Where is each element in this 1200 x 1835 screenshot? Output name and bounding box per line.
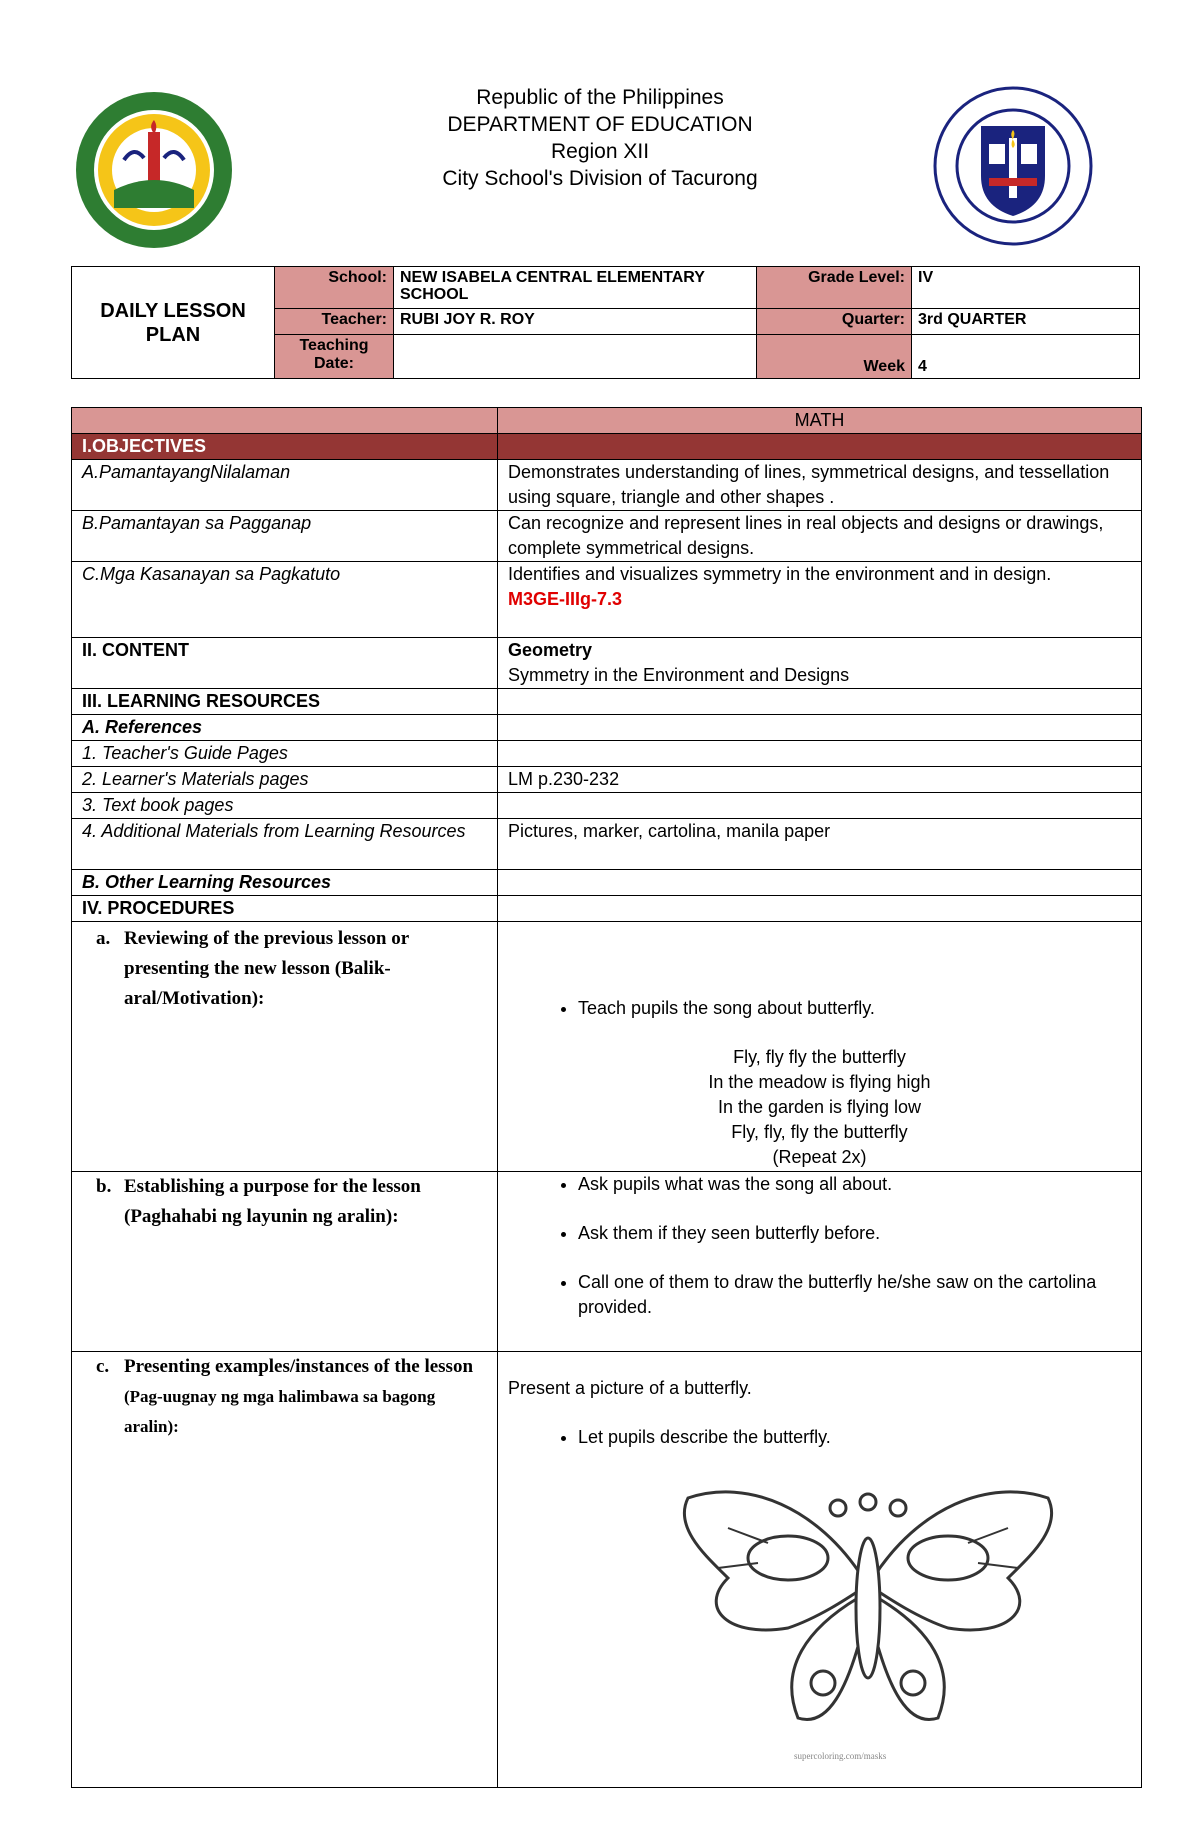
subject-header: MATH [498,408,1142,434]
song-line: (Repeat 2x) [772,1147,867,1167]
competency-code: M3GE-IIIg-7.3 [508,589,623,609]
proc-a-label: Reviewing of the previous lesson or presenting the new lesson (Balik-aral/Motivation): [124,928,409,1009]
proc-b-letter: b. [96,1176,112,1197]
proc-c-label-tagalog: (Pag-uugnay ng mga halimbawa sa bagong aralin): [124,1387,436,1436]
objectives-heading-blank [498,434,1142,460]
daily-lesson-plan-title: DAILY LESSON PLAN [72,267,275,379]
obj-b-value: Can recognize and represent lines in real objects and designs or drawings, complete symmetrical designs. [498,511,1142,562]
header-division: City School's Division of Tacurong [442,167,758,190]
proc-a-content [498,922,1142,1172]
week-value: 4 [912,335,1140,379]
proc-c-text: Present a picture of a butterfly. [508,1378,752,1398]
obj-c-cell [498,562,1142,638]
ref3-value [498,793,1142,819]
song-line: Fly, fly, fly the butterfly [731,1122,908,1142]
obj-a-label: A.PamantayangNilalaman [72,460,498,511]
quarter-label: Quarter: [757,309,912,335]
ref3-label: 3. Text book pages [72,793,498,819]
obj-c-label: C.Mga Kasanayan sa Pagkatuto [72,562,498,638]
teacher-value: RUBI JOY R. ROY [394,309,757,335]
school-label: School: [275,267,394,309]
school-value: NEW ISABELA CENTRAL ELEMENTARY SCHOOL [394,267,757,309]
proc-a-bullet: • Teach pupils the song about butterfly. [578,996,1131,1021]
subject-header-blank [72,408,498,434]
references-blank [498,715,1142,741]
teacher-label: Teacher: [275,309,394,335]
lesson-info-table [71,266,1140,379]
proc-c-letter: c. [96,1356,110,1377]
proc-a-label-cell [72,922,498,1172]
ref2-value: LM p.230-232 [498,767,1142,793]
ref2-label: 2. Learner's Materials pages [72,767,498,793]
grade-level-value: IV [912,267,1140,309]
header-region: Region XII [550,140,650,163]
ref1-value [498,741,1142,767]
obj-c-value: Identifies and visualizes symmetry in the environment and in design. [508,564,1052,584]
objectives-heading: I.OBJECTIVES [72,434,498,460]
proc-b-content [498,1172,1142,1352]
song-line: In the garden is flying low [717,1097,922,1117]
other-resources-blank [498,870,1142,896]
header-department: DEPARTMENT OF EDUCATION [447,113,753,136]
proc-c-bullet: • Let pupils describe the butterfly. [578,1425,1131,1450]
procedures-label: IV. PROCEDURES [72,896,498,922]
proc-c-label: Presenting examples/instances of the lesson [124,1356,474,1377]
header-republic: Republic of the Philippines [476,86,724,109]
ref4-value: Pictures, marker, cartolina, manila paper [498,819,1142,870]
proc-b-label-cell [72,1172,498,1352]
proc-b-label: Establishing a purpose for the lesson (Paghahabi ng layunin ng aralin): [124,1176,421,1227]
content-label: II. CONTENT [72,638,498,689]
week-label: Week [757,335,912,379]
lesson-plan-table [71,407,1142,1788]
teaching-date-label: Teaching Date: [275,335,394,379]
teaching-date-value [394,335,757,379]
grade-level-label: Grade Level: [757,267,912,309]
content-value: Symmetry in the Environment and Designs [508,665,850,685]
proc-a-letter: a. [96,928,111,949]
obj-b-label: B.Pamantayan sa Pagganap [72,511,498,562]
resources-blank [498,689,1142,715]
butterfly-drawing [668,1468,1068,1748]
proc-c-label-cell [72,1352,498,1788]
document-header [0,84,1200,192]
proc-c-content [498,1352,1142,1788]
proc-b-bullet: • Ask them if they seen butterfly before. [578,1221,1131,1246]
butterfly-image [508,1464,1131,1764]
image-caption: supercoloring.com/masks [794,1751,887,1761]
song-line: In the meadow is flying high [708,1072,931,1092]
ref1-label: 1. Teacher's Guide Pages [72,741,498,767]
quarter-value: 3rd QUARTER [912,309,1140,335]
obj-a-value: Demonstrates understanding of lines, symmetrical designs, and tessellation using square, triangle and other shapes . [498,460,1142,511]
content-title: Geometry [508,640,593,660]
resources-label: III. LEARNING RESOURCES [72,689,498,715]
proc-b-bullet: • Call one of them to draw the butterfly he/she saw on the cartolina provided. [578,1270,1131,1320]
song-line: Fly, fly fly the butterfly [733,1047,906,1067]
references-label: A. References [72,715,498,741]
proc-b-bullet: • Ask pupils what was the song all about. [578,1172,1131,1197]
procedures-blank [498,896,1142,922]
ref4-label: 4. Additional Materials from Learning Resources [72,819,498,870]
content-cell [498,638,1142,689]
butterfly-song [508,1045,1131,1170]
other-resources-label: B. Other Learning Resources [72,870,498,896]
